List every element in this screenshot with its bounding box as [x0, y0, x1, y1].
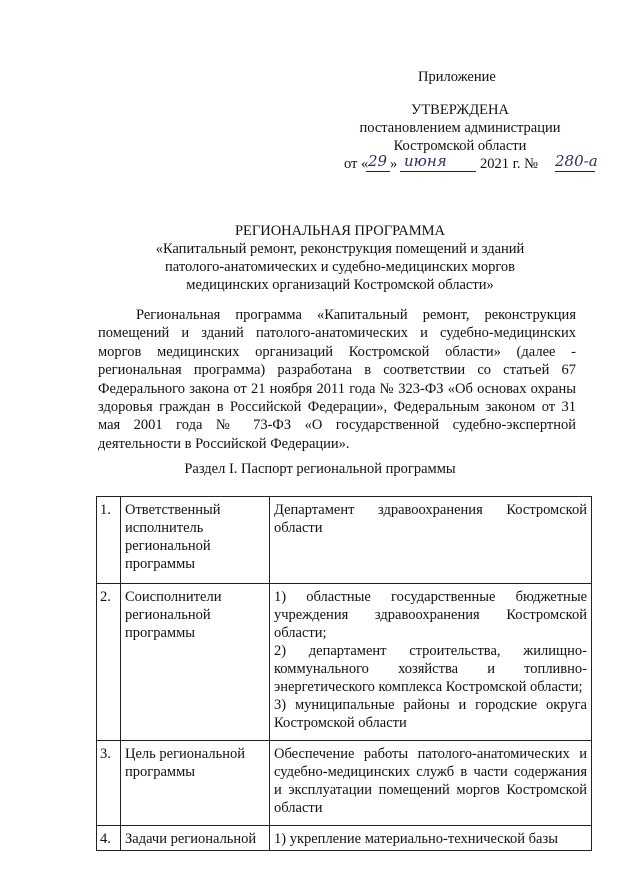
intro-paragraph	[98, 306, 576, 453]
table-row	[97, 584, 592, 741]
table-row	[97, 497, 592, 584]
title-line-3: патолого-анатомических и судебно-медицинских моргов	[165, 259, 515, 275]
resolution-label: постановлением администрации	[359, 120, 561, 136]
table-row	[97, 826, 592, 851]
row-value: Департамент здравоохранения Костромской области	[270, 497, 592, 584]
row-number: 1.	[97, 497, 121, 584]
intro-text: Региональная программа «Капитальный ремонт, реконструкция помещений и зданий патолого-анатомических и судебно-медицинских моргов медицинских организаций Костромской области» (далее - региональная программа) разработана в соответствии со статьей 67 Федерального закона от 21 ноября 2011 года № 323-ФЗ «Об основах охраны здоровья граждан в Российской Федерации», Федеральным законом от 31 мая 2001 года № 73-ФЗ «О государственной судебно-экспертной деятельности в Российской Федерации».	[98, 307, 576, 452]
approved-label: УТВЕРЖДЕНА	[411, 102, 509, 118]
title-line-1: РЕГИОНАЛЬНАЯ ПРОГРАММА	[234, 223, 446, 239]
table-row	[97, 741, 592, 826]
day-underline	[366, 171, 390, 172]
row-value: Обеспечение работы патолого-анатомических и судебно-медицинских служб в части содержания и эксплуатации помещений моргов Костромской области	[270, 741, 592, 826]
date-month: июня	[404, 152, 447, 170]
appendix-label: Приложение	[418, 69, 496, 85]
date-day: 29	[368, 152, 388, 170]
title-line-2: «Капитальный ремонт, реконструкция помещений и зданий	[155, 241, 525, 257]
row-value: 1) областные государственные бюджетные учреждения здравоохранения Костромской области; 2) департамент строительства, жилищно-коммунального хозяйства и топливно-энергетического комплекса Костромской области; 3) муниципальные районы и городские округа Костромской области	[270, 584, 592, 741]
date-mid: »	[390, 156, 398, 172]
passport-table	[96, 496, 592, 851]
row-name: Цель региональной программы	[121, 741, 270, 826]
date-year: 2021 г. №	[480, 156, 539, 172]
region-label: Костромской области	[393, 138, 527, 154]
doc-number: 280-а	[555, 152, 598, 170]
row-number: 4.	[97, 826, 121, 851]
row-name: Задачи региональной	[121, 826, 270, 851]
row-name: Соисполнители региональной программы	[121, 584, 270, 741]
program-title	[90, 222, 590, 294]
date-prefix: от «	[344, 156, 369, 172]
row-value: 1) укрепление материально-технической базы	[270, 826, 592, 851]
month-underline	[400, 171, 476, 172]
section-title: Раздел I. Паспорт региональной программы	[184, 461, 456, 477]
title-line-4: медицинских организаций Костромской области»	[186, 277, 494, 293]
row-number: 2.	[97, 584, 121, 741]
row-number: 3.	[97, 741, 121, 826]
number-underline	[555, 171, 595, 172]
row-name: Ответственный исполнитель региональной программы	[121, 497, 270, 584]
